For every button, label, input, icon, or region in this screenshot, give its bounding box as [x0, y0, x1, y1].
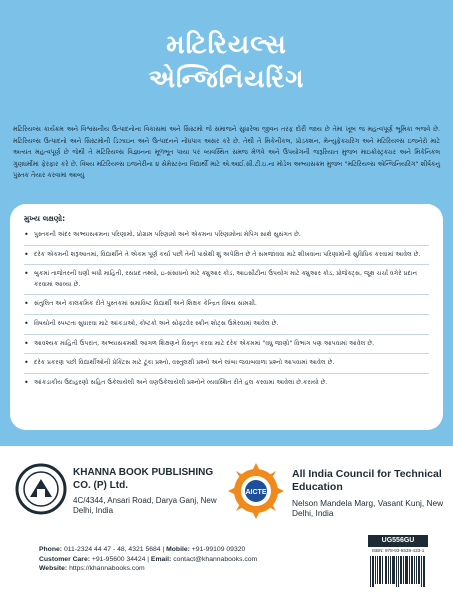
contact-line-phone: Phone: 011-2324 44 47 - 48, 4321 5684 | Mobile: +91-99109 09320 — [39, 546, 246, 553]
feature-item: • દરેક પ્રકરણ પછી વિદ્યાર્થીઓની પ્રેક્ટિસ માટે ટૂંકા પ્રશ્નો, વસ્તુલક્ષી પ્રશ્નો અને લાંબા જવાબવાળા પ્રશ્નો આપવામાં આવેલ છે. — [24, 358, 429, 374]
book-title-line1: મટિરિયલ્સ — [166, 30, 287, 60]
aicte-logo-text: AICTE — [245, 489, 267, 496]
feature-item: • આવશ્યક માહિતી ઉપરાંત, અભ્યાસક્રમથી આગળ શિક્ષણને વિસ્તૃત કરવા માટે દરેક એકમમાં "વધુ જાણો" વિભાગ પણ આપવામાં આવેલ છે. — [24, 339, 429, 355]
feature-item: • બુકમાં તાજેતરની ઘણી બધી માહિતી, રસપ્રદ તથ્યો, ઇ-સંસાધનો માટે ક્યુઆર કોડ, આઇસીટીના ઉપયોગ માટે ક્યુઆર કોડ, પ્રોજેક્ટ્સ, જૂથ ચર્ચા વગેરે પ્રદાન કરવામાં આવ્યા છે. — [24, 269, 429, 295]
features-list — [24, 230, 429, 392]
intro-paragraph: મટિરિયલ્સ કાર્યક્રમ અને વિશ્વસનીય ઉત્પાદનોના વિકાસમાં અને સિસ્ટમો જે સમાજને સુધારેલા જીવન તરફ દોરી જાય છે તેમાં ખૂબ જ મહત્વપૂર્ણ ભૂમિકા ભજવે છે. મટિરિયલ્સ ઉત્પાદનો અને સિસ્ટમોની ડિઝાઇન અને ઉત્પાદનને નોંધપાત્ર અસર કરે છે. તેથી તે મિકેનીકલ, પ્રોડક્શન, મેન્યુફેક્ચરિંગ અને મટિરિયલ્સ ઇજનેરો માટે અત્યંત મહત્વપૂર્ણ છે જેથી તે મટિરિયલ્સ વિજ્ઞાનના મૂળભૂત પાયા પર વ્યવસ્થિત સમજ મેળવે અને ઉપયોગની જરૂરિયાત મુજબ માઇક્રોસ્ટ્રક્ચર અને મિકેનિકલ ગુણધર્મોમાં ફેરફાર કરે છે. વિષય મટિરિયલ્સ ઇજનેરીના ૪ સેમેસ્ટરના વિદ્યાર્થી માટે એ.આઈ.સી.ટી.ઇ.ના મોડેલ અભ્યાસક્રમ મુજબ "મટિરિયલ્સ એન્જિનિયરિંગ" શીર્ષકનું પુસ્તક તૈયાર કરવામાં આવ્યું — [13, 126, 440, 179]
aicte-logo-icon — [226, 461, 286, 521]
email-link[interactable]: contact@khannabooks.com — [173, 555, 258, 563]
publisher-name: KHANNA BOOK PUBLISHING CO. (P) Ltd. — [73, 467, 214, 491]
mobile-number: +91-99109 09320 — [191, 546, 246, 553]
barcode-icon — [368, 555, 428, 593]
customer-care-number: +91-95600 34424 — [91, 555, 146, 563]
contact-line-web: Website: https://khannabooks.com — [39, 565, 145, 573]
website-link[interactable]: https://khannabooks.com — [69, 565, 145, 573]
feature-item: • વિષયોની સ્પષ્ટતા સુધારવા માટે આંકડાઓ, કોષ્ટકો અને સોફ્ટવેર સ્ક્રીન શોટ્સ ઉમેરવામાં આવેલ છે. — [24, 319, 429, 335]
feature-item: • સંતુલિત અને કાલક્રમિક રીતે પુસ્તકમાં સમાવિષ્ટ વિદ્યાર્થી અને શિક્ષક કેન્દ્રિત વિષય સામગ્રી. — [24, 299, 429, 315]
phone-number: 011-2324 44 47 - 48, 4321 5684 — [63, 546, 161, 553]
publisher-address: 4C/4344, Ansari Road, Darya Ganj, New Delhi, India — [73, 496, 217, 515]
contact-block — [39, 545, 359, 574]
feature-item: • આંકડાકીય ઉદાહરણો સહિત ઉકેલાયેલી અને વણઉકેલાયેલી પ્રશ્નોને વ્યવસ્થિત રીતે હલ કરવામાં આવેલા છે.કરાયો છે. — [24, 378, 429, 393]
features-heading: મુખ્ય લક્ષણો: — [24, 214, 66, 223]
contact-line-care: Customer Care: +91-95600 34424 | Email: contact@khannabooks.com — [39, 555, 258, 563]
isbn-text: ISBN: 978-93-5538-433-1 — [371, 548, 425, 553]
aicte-name: All India Council for Technical Education — [292, 468, 442, 493]
feature-item: • દરેક એકમની શરૂઆતમાં, વિદ્યાર્થીને તે એકમ પૂર્ણ કર્યા પછી તેની પાસેથી શું અપેક્ષિત છે તે સમજાવવા માટે શીખવાના પરિણામોની સુવિધિક કરવામાં આવેલ છે. — [24, 250, 429, 266]
aicte-address: Nelson Mandela Marg, Vasant Kunj, New Delhi, India — [292, 498, 444, 518]
feature-item: • પુસ્તકની અંદર અભ્યાસક્રમના પરિણામો, પ્રોગ્રામ પરિણામો અને એકમના પરિણામોના મેપિંગ સાથે સુસંગત છે. — [24, 230, 429, 246]
khanna-logo-icon — [15, 463, 67, 515]
book-title-line2: એન્જિનિયરિંગ — [148, 64, 305, 93]
book-code-badge: UG556GU — [368, 535, 428, 547]
features-panel — [10, 204, 443, 430]
